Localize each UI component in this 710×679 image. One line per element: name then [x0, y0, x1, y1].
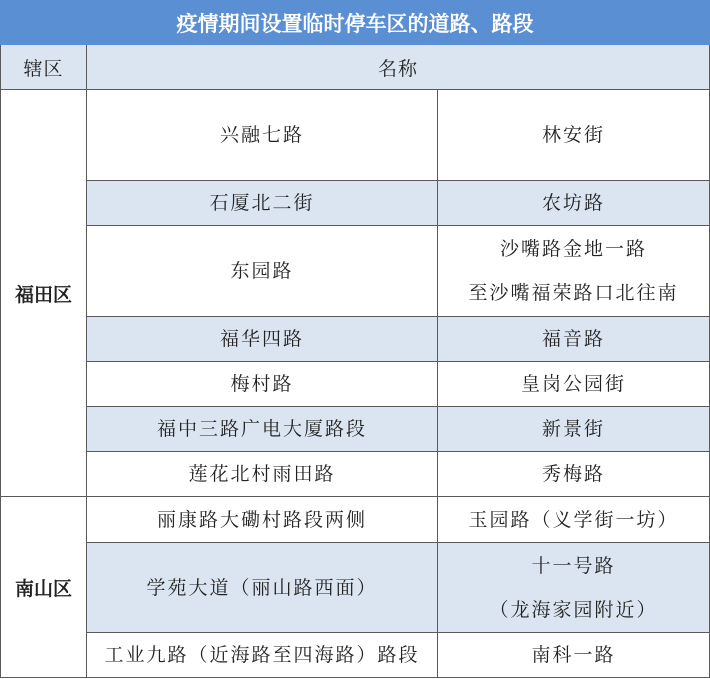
- road-cell-right: 新景街: [438, 407, 710, 452]
- table-row: [1, 407, 710, 452]
- road-cell-left: 莲花北村雨田路: [87, 452, 438, 497]
- header-district: 辖区: [1, 45, 87, 90]
- road-cell-left: 丽康路大磡村路段两侧: [87, 497, 438, 543]
- district-cell: 福田区: [1, 90, 87, 497]
- road-cell-left: 福华四路: [87, 317, 438, 362]
- road-cell-right: 林安街: [438, 90, 710, 181]
- road-cell-right: 农坊路: [438, 181, 710, 226]
- road-cell-right: 皇岗公园街: [438, 362, 710, 407]
- table-row: [1, 362, 710, 407]
- table-row: [1, 181, 710, 226]
- table-title: 疫情期间设置临时停车区的道路、路段: [1, 1, 710, 45]
- table-row: [1, 317, 710, 362]
- road-cell-right: 秀梅路: [438, 452, 710, 497]
- road-cell-left: 梅村路: [87, 362, 438, 407]
- road-cell-left: 东园路: [87, 226, 438, 317]
- table-row: [1, 226, 710, 317]
- road-cell-left: 学苑大道（丽山路西面）: [87, 543, 438, 633]
- table-row: [1, 452, 710, 497]
- road-cell-right: 沙嘴路金地一路 至沙嘴福荣路口北往南: [438, 226, 710, 317]
- road-cell-right: 玉园路（义学街一坊）: [438, 497, 710, 543]
- road-cell-left: 工业九路（近海路至四海路）路段: [87, 633, 438, 678]
- table-row: [1, 497, 710, 543]
- road-cell-right: 南科一路: [438, 633, 710, 678]
- table-row: [1, 633, 710, 678]
- district-cell: 南山区: [1, 497, 87, 678]
- road-cell-left: 石厦北二街: [87, 181, 438, 226]
- road-cell-right: 福音路: [438, 317, 710, 362]
- road-cell-left: 福中三路广电大厦路段: [87, 407, 438, 452]
- header-name: 名称: [87, 45, 710, 90]
- road-cell-left: 兴融七路: [87, 90, 438, 181]
- table-row: [1, 90, 710, 181]
- road-cell-right: 十一号路 （龙海家园附近）: [438, 543, 710, 633]
- table-row: [1, 543, 710, 633]
